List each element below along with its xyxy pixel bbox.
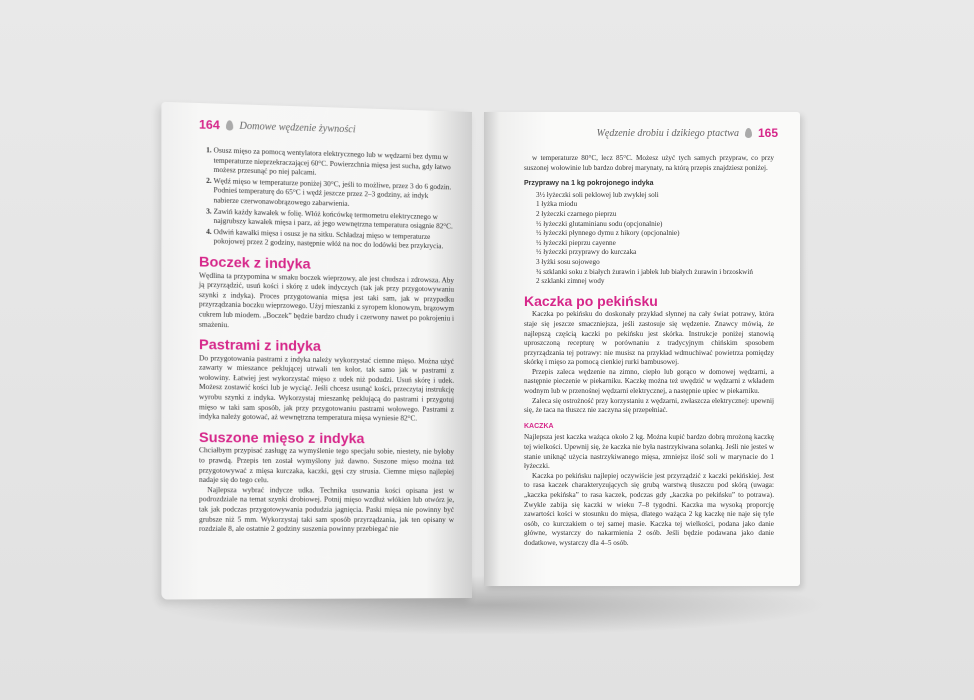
page-number: 165 [757, 126, 778, 140]
section-text: Do przygotowania pastrami z indyka należy wykorzystać ciemne mięso. Można użyć zawarty w mieszance peklującej utrwali ten kolor, tak samo jak w pastrami z wołowiny. Łatwiej jest wykorzystać mięso z udek niż podudzi. Usuń skórę i udek. Możesz zostawić kości lub je wyciąć. Jeśli chcesz usunąć kości, przeczytaj instrukcję wyrobu szynki z indyka. Wykorzystaj mieszankę peklującą do pastrami i przygotuj mięso w taki sam sposób, jak przy przygotowaniu pastrami wołowego. Pastrami z indyka należy gotować, aż wewnętrzna temperatura mięsa wyniesie 82°C. [198, 353, 455, 423]
right-page [484, 112, 800, 586]
spice-item: ½ łyżeczki glutaminianu sodu (opcjonalnie) [536, 219, 663, 228]
section-heading: Kaczka po pekińsku [524, 292, 658, 309]
left-page-header [199, 117, 356, 136]
left-page-content [199, 146, 454, 535]
section-heading: Pastrami z indyka [198, 335, 321, 354]
flame-icon [226, 120, 233, 130]
running-title: Domowe wędzenie żywności [239, 120, 356, 135]
spice-item: ½ łyżeczki pieprzu cayenne [536, 238, 616, 247]
flame-icon [745, 128, 752, 138]
step-item: 3. Zawiń każdy kawałek w folię. Włóż końcówkę termometru elektrycznego w najgrubszy kawałek mięsa i parz, aż jego wewnętrzna temperatura osiągnie 82°C. [214, 207, 454, 232]
left-page [161, 102, 472, 600]
step-item: 4. Odwiń kawałki mięsa i osusz je na sitku. Schładzaj mięso w temperaturze pokojowej przez 2 godziny, następnie włóż na noc do lodówki bez przykrycia. [214, 228, 454, 253]
spices-list [524, 191, 774, 287]
section-text: Chciałbym przypisać zasługę za wymyślenie tego specjału sobie, niestety, nie byłoby to prawdą. Przepis ten został wymyślony już dawno. Suszone mięso można też przygotowywać z mięsa kurczaka, kaczki, gęsi czy strusia. Ciemne mięso najlepiej nadaje się do tego celu. [198, 446, 455, 485]
section-text: Wędlina ta przypomina w smaku boczek wieprzowy, ale jest chudsza i zdrowsza. Aby ją przyrządzić, usuń kości i skórę z udek indyczych (tak jak przy przygotowywaniu szynki z indyka). Proces przygotowania mięsa jest taki sam, jak w przypadku przyrządzania boczku wieprzowego. Użyj mieszanki z syropem klonowym, brązowym cukrem lub miodem. „Boczek” będzie bardzo chudy i czerwony nawet po pokrojeniu i smażeniu. [198, 271, 455, 329]
spice-item: ¾ szklanki soku z białych żurawin i jabłek lub białych żurawin i brzoskwiń [536, 267, 753, 276]
spice-item: 2 łyżeczki czarnego pieprzu [536, 209, 617, 218]
section-text: Kaczka po pekińsku najlepiej oczywiście jest przyrządzić z kaczki pekińskiej. Jest to rasa kaczek charakteryzujących się grubą warstwą tłuszczu pod skórą (uwaga: „kaczka pekińska” to rasa kaczek, podczas gdy „kaczka po pekińsku” to potrawa). Zwykle zabija się kaczki w wieku 7–8 tygodni. Kaczka ma wysoką proporcję zawartości kości w stosunku do mięsa, dlatego ważąca 2 kg kaczkę nie naje się tyle osób, co kurczakiem o tej samej masie. Kaczka tej wielkości, podana jako danie główne, wystarczy do nakarmienia 2 osób. Jeśli będzie podawana jako danie dodatkowe, wystarczy dla 4–5 osób. [524, 471, 774, 547]
spice-item: ½ łyżeczki płynnego dymu z hikory (opcjonalnie) [536, 229, 680, 238]
right-page-header [597, 126, 778, 140]
steps-list [199, 146, 454, 253]
section-text: Kaczka po pekińsku do doskonały przykład słynnej na cały świat potrawy, która staje się jeszcze smaczniejsza, jeśli zastosuje się wędzenie. Znawcy mówią, że najlepszą częścią kaczki po pekińsku jest skórka. Instrukcje poniżej stanowią uproszczoną recepturę w porównaniu z tradycyjnym chińskim sposobem przyrządzania tej potrawy: nie musisz na przykład wdmuchiwać powietrza pomiędzy skórkę i mięso za pomocą cienkiej rurki bambusowej. [524, 310, 774, 367]
page-number: 164 [198, 117, 220, 133]
section-text: Najlepsza wybrać indycze udka. Technika usuwania kości opisana jest w podrozdziale na temat szynki drobiowej. Potnij mięso wzdłuż włókien lub otwórz je, tak jak podczas przygotowywania podudzia jagnięcia. Paski mięsa nie powinny być grubsze niż 5 mm. Wykorzystaj taki sam sposób przyrządzania, jak ten opisany w rozdziale 8, ale ostatnie 2 godziny suszenia powinny przebiegać nie [198, 485, 455, 534]
subsection-heading: KACZKA [524, 422, 554, 430]
right-page-content [524, 154, 774, 549]
spice-item: 1 łyżka miodu [536, 200, 578, 209]
spice-item: 3½ łyżeczki soli peklowej lub zwykłej soli [536, 190, 659, 199]
intro-text: w temperaturze 80°C, lecz 85°C. Możesz użyć tych samych przypraw, co przy suszonej wołowinie lub bardzo dobrej marynaty, na którą przepis znajdziesz poniżej. [524, 154, 774, 172]
step-item: 2. Wędź mięso w temperaturze poniżej 30°C, jeśli to możliwe, przez 3 do 6 godzin. Podnieś temperaturę do 65°C i wędź jeszcze przez 2–3 godziny, aż indyk nabierze czerwonawobrązowego zabarwienia. [214, 177, 454, 212]
spice-item: ½ łyżeczki przyprawy do kurczaka [536, 248, 637, 257]
spices-title: Przyprawy na 1 kg pokrojonego indyka [524, 180, 654, 188]
step-item: 1. Osusz mięso za pomocą wentylatora elektrycznego lub w wędzarni bez dymu w temperaturze nieprzekraczającej 60°C. Powierzchnia mięsa jest sucha, gdy łatwo możesz przesunąć po niej palcami. [214, 146, 454, 182]
spice-item: 3 łyżki sosu sojowego [536, 257, 600, 266]
section-heading: Boczek z indyka [198, 253, 311, 272]
section-text: Zaleca się ostrożność przy korzystaniu z wędzarni, zwłaszcza elektrycznej: upewnij się, że taca na tłuszcz nie zaczyna się przepełniać. [524, 396, 774, 415]
section-text: Przepis zaleca wędzenie na zimno, ciepło lub gorąco w domowej wędzarni, a następnie pieczenie w piekarniku. Kaczkę można też uwędzić w wędzarni z wkładem wodnym lub w przenośnej wędzarni elektrycznej, a następnie upiec w piekarniku. [524, 367, 774, 396]
section-text: Najlepsza jest kaczka ważąca około 2 kg. Można kupić bardzo dobrą mrożoną kaczkę tej wielkości. Upewnij się, że kaczka nie była nastrzykiwana solanką. Jeśli nie jesteś w stanie uniknąć użycia nastrzykiwanego mięsa, zmniejsz ilość soli w marynacie do 1 łyżeczki. [524, 433, 774, 471]
section-heading: Suszone mięso z indyka [198, 428, 365, 447]
spice-item: 2 szklanki zimnej wody [536, 277, 605, 286]
running-title: Wędzenie drobiu i dzikiego ptactwa [596, 127, 739, 139]
